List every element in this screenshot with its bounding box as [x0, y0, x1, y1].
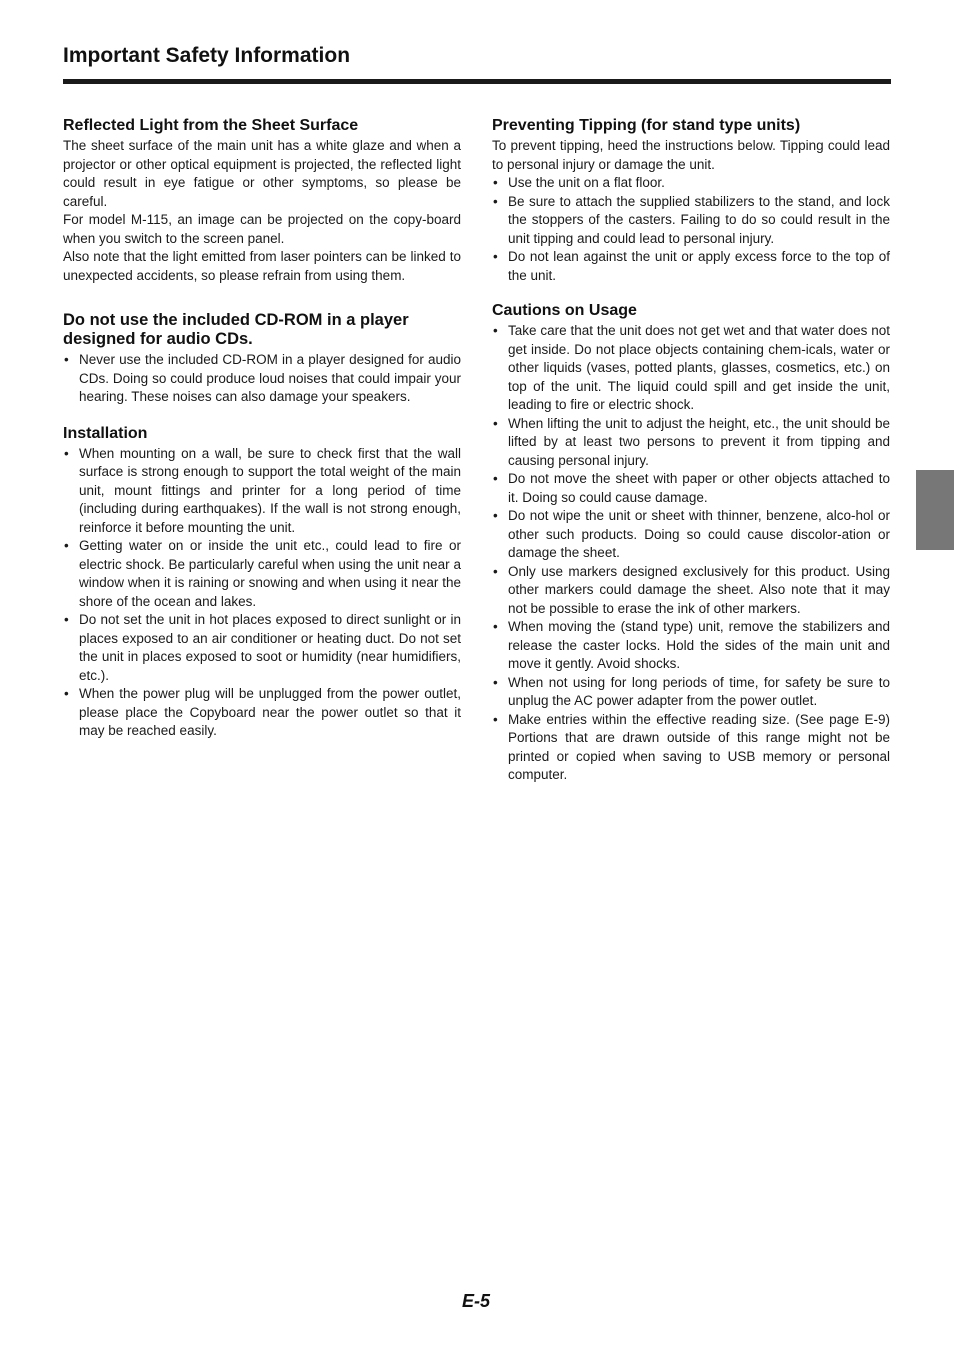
list-item-text: Make entries within the effective reading size. (See page E-9) Portions that are drawn outside of this range might not be printed or copied when saving to USB memory or personal computer. [508, 711, 890, 782]
list-item-text: When lifting the unit to adjust the height, etc., the unit should be lifted by at least two persons to prevent it from tipping and causing personal injury. [508, 415, 890, 468]
paragraph: Also note that the light emitted from laser pointers can be linked to unexpected accidents, so please refrain from using them. [63, 249, 461, 283]
list-item [492, 563, 890, 619]
list-item [492, 248, 890, 285]
bullet-icon: • [493, 508, 498, 523]
bullet-icon: • [493, 471, 498, 486]
list-item [492, 174, 890, 193]
bullet-icon: • [493, 711, 498, 727]
list-item [63, 445, 461, 538]
list-item [492, 674, 890, 711]
list-item [492, 415, 890, 471]
section-heading: Preventing Tipping (for stand type units) [492, 117, 801, 134]
list-item-text: Be sure to attach the supplied stabilizers to the stand, and lock the stoppers of the casters. Failing to do so could result in the unit tipping and could lead to personal injury. [508, 193, 890, 246]
section-cdrom [63, 311, 461, 407]
list-item [492, 618, 890, 674]
list-item-text: When mounting on a wall, be sure to check first that the wall surface is strong enough to support the total weight of the main unit, mount fittings and printer for a long period of time (including during earthquakes). If the wall is not strong enough, reinforce it before mounting the unit. [79, 445, 461, 535]
bullet-icon: • [64, 686, 69, 701]
paragraph: To prevent tipping, heed the instructions below. Tipping could lead to personal injury or damage the unit. [492, 138, 890, 172]
list-item-text: When moving the (stand type) unit, remove the stabilizers and release the caster locks. Hold the sides of the main unit and move it gently. Avoid shocks. [508, 619, 890, 671]
bullet-icon: • [493, 563, 498, 579]
list-item [492, 470, 890, 507]
bullet-icon: • [493, 415, 498, 431]
bullet-list [492, 322, 890, 785]
bullet-icon: • [493, 323, 498, 338]
list-item [492, 193, 890, 249]
section-heading: Do not use the included CD-ROM in a player designed for audio CDs. [63, 311, 409, 348]
left-column [63, 116, 461, 757]
paragraph: For model M-115, an image can be projected on the copy-board when you switch to the screen panel. [63, 212, 461, 246]
bullet-icon: • [64, 352, 69, 367]
bullet-icon: • [493, 249, 498, 264]
bullet-list [492, 174, 890, 285]
section-installation [63, 424, 461, 741]
section-reflected-light [63, 116, 461, 285]
list-item [492, 507, 890, 563]
list-item-text: When the power plug will be unplugged from the power outlet, please place the Copyboard near the power outlet so that it may be reached easily. [79, 686, 461, 738]
paragraph: The sheet surface of the main unit has a white glaze and when a projector or other optical equipment is projected, the reflected light could result in eye fatigue or other symptoms, so please be careful. [63, 138, 461, 209]
section-cautions-on-usage [492, 301, 890, 785]
list-item [63, 537, 461, 611]
list-item-text: Never use the included CD-ROM in a player designed for audio CDs. Doing so could produce loud noises that could impair your hearing. These noises can also damage your speakers. [79, 352, 461, 404]
list-item [63, 685, 461, 741]
bullet-icon: • [493, 674, 498, 690]
chapter-side-tab [916, 470, 954, 550]
list-item [63, 611, 461, 685]
bullet-icon: • [493, 619, 498, 634]
bullet-icon: • [64, 445, 69, 461]
section-heading: Reflected Light from the Sheet Surface [63, 117, 359, 134]
list-item-text: Use the unit on a flat floor. [508, 175, 665, 190]
right-column [492, 116, 890, 801]
section-heading: Cautions on Usage [492, 302, 637, 319]
list-item-text: When not using for long periods of time, for safety be sure to unplug the AC power adapter from the power outlet. [508, 674, 890, 708]
title-rule [63, 79, 891, 84]
list-item-text: Only use markers designed exclusively for this product. Using other markers could damage the sheet. Also note that it may not be possible to erase the ink of other markers. [508, 563, 890, 616]
bullet-list [63, 351, 461, 407]
bullet-list [63, 445, 461, 741]
bullet-icon: • [493, 175, 498, 190]
section-heading: Installation [63, 424, 148, 442]
list-item-text: Do not move the sheet with paper or other objects attached to it. Doing so could cause damage. [508, 471, 890, 505]
list-item [63, 351, 461, 407]
list-item-text: Take care that the unit does not get wet and that water does not get inside. Do not place objects containing chem-icals, water or other liquids (vases, potted plants, glasses, cosmetics, etc.) on top of the unit. The liquid could spill and get inside the unit, leading to fire or electric shock. [508, 323, 890, 412]
list-item [492, 322, 890, 415]
bullet-icon: • [493, 193, 498, 209]
page-number: E-5 [462, 1291, 491, 1311]
list-item [492, 711, 890, 785]
bullet-icon: • [64, 538, 69, 553]
bullet-icon: • [64, 612, 69, 627]
list-item-text: Do not lean against the unit or apply excess force to the top of the unit. [508, 249, 890, 283]
list-item-text: Do not wipe the unit or sheet with thinner, benzene, alco-hol or other such products. Doing so could cause discolor-ation or damage the sheet. [508, 508, 890, 560]
list-item-text: Getting water on or inside the unit etc., could lead to fire or electric shock. Be particularly careful when using the unit near a window when it is raining or snowing and when using it near the shore of the ocean and lakes. [79, 538, 461, 609]
list-item-text: Do not set the unit in hot places exposed to direct sunlight or in places exposed to an air conditioner or heating duct. Do not set the unit in places exposed to soot or humidity (near humidifiers, etc.). [79, 612, 461, 683]
section-preventing-tipping [492, 116, 890, 285]
page-title: Important Safety Information [63, 44, 351, 67]
